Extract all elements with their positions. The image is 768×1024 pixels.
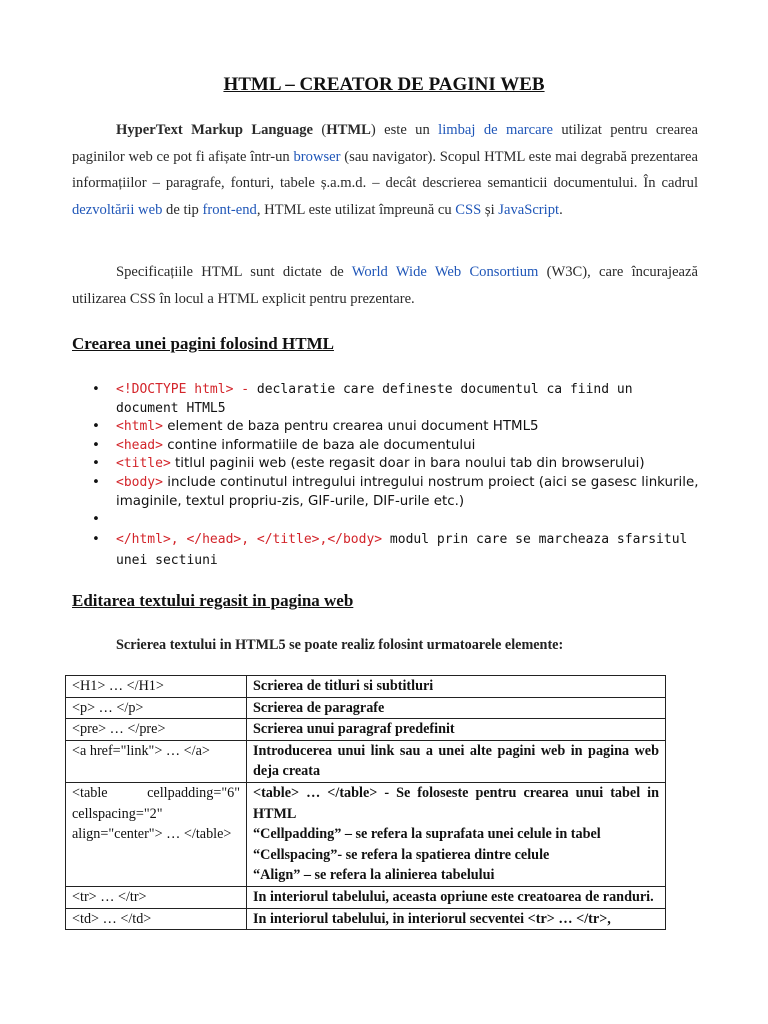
html-full-name: HyperText Markup Language [116, 122, 314, 138]
bullet-icon: • [92, 419, 100, 435]
list-item: • <title> titlul paginii web (este regasit doar in bara noului tab din browserului) [92, 455, 702, 474]
table-row [66, 676, 666, 698]
link-browser[interactable]: browser [293, 148, 341, 165]
html-abbrev: HTML [326, 122, 371, 138]
list-item [92, 511, 702, 529]
list-item: • </html>, </head>, </title>,</body> modul prin care se marcheaza sfarsitul unei sectiuni [92, 529, 702, 571]
table-row [66, 908, 666, 930]
tag-cell: <td> … </td> [66, 908, 247, 930]
section-heading-creating-page: Crearea unei pagini folosind HTML [72, 334, 334, 353]
bullet-icon: • [92, 382, 100, 397]
bullet-icon: • [92, 474, 100, 490]
description-cell: In interiorul tabelului, in interiorul secventei <tr> … </tr>, [247, 908, 666, 930]
description-cell: <table> … </table> - Se foloseste pentru crearea unui tabel in HTML “Cellpadding” – se refera la suprafata unei celule in tabel “Cellspacing”- se refera la spatierea dintre celule “Align” – se refera la alinierea tabelului [247, 782, 666, 886]
html-tags-table [65, 675, 666, 930]
table-row [66, 886, 666, 908]
intro-paragraph: HyperText Markup Language (HTML) este un limbaj de marcare utilizat pentru crearea paginilor web ce pot fi afișate într-un browser (sau navigator). Scopul HTML este mai degrabă prezentarea informațiilor – paragrafe, fonturi, tabele ș.a.m.d. – decât descrierea semanticii documentului. În cadrul dezvoltării web de tip front-end, HTML este utilizat împreună cu CSS și JavaScript. [72, 122, 699, 218]
document-title: HTML – CREATOR DE PAGINI WEB [223, 74, 545, 95]
tag-cell: <H1> … </H1> [66, 676, 247, 698]
link-css[interactable]: CSS [455, 201, 482, 218]
tag-cell: <table cellpadding="6" cellspacing="2" align="center"> … </table> [66, 782, 247, 886]
list-item: • <body> include continutul intregului intregului nostrum proiect (aici se gasesc linkurile, imaginile, textul propriu-zis, GIF-urile, DIF-urile etc.) [92, 474, 699, 509]
description-cell: Introducerea unui link sau a unei alte pagini web in pagina web deja creata [247, 740, 666, 782]
bullet-icon: • [92, 512, 100, 528]
link-javascript[interactable]: JavaScript [498, 201, 560, 218]
tag-cell: <p> … </p> [66, 697, 247, 719]
table-row [66, 740, 666, 782]
table-row [66, 719, 666, 741]
list-item: • <html> element de baza pentru crearea unui document HTML5 [92, 418, 702, 437]
description-cell: In interiorul tabelului, aceasta opriune este creatoarea de randuri. [247, 886, 666, 908]
description-cell: Scrierea unui paragraf predefinit [247, 719, 666, 741]
link-front-end[interactable]: front-end [202, 201, 257, 218]
link-limbaj-de-marcare[interactable]: limbaj de marcare [438, 122, 553, 138]
spec-paragraph: Specificațiile HTML sunt dictate de World Wide Web Consortium (W3C), care încurajează utilizarea CSS în locul a HTML explicit pentru prezentare. [72, 264, 698, 307]
description-cell: Scrierea de paragrafe [247, 697, 666, 719]
html-elements-list [92, 381, 702, 571]
list-item: • <!DOCTYPE html> - declaratie care defineste documentul ca fiind un document HTML5 [92, 382, 633, 416]
link-w3c[interactable]: World Wide Web Consortium [351, 264, 539, 280]
link-dezvoltarii-web[interactable]: dezvoltării web [72, 201, 163, 218]
table-intro: Scrierea textului in HTML5 se poate realiz folosint urmatoarele elemente: [116, 637, 564, 653]
table-row [66, 782, 666, 886]
section-heading-editing-text: Editarea textului regasit in pagina web [72, 591, 354, 610]
table-row [66, 697, 666, 719]
bullet-icon: • [92, 437, 100, 453]
tag-cell: <tr> … </tr> [66, 886, 247, 908]
bullet-icon: • [92, 456, 100, 472]
bullet-icon: • [92, 532, 100, 548]
list-item: • <head> contine informatiile de baza ale documentului [92, 437, 702, 456]
description-cell: Scrierea de titluri si subtitluri [247, 676, 666, 698]
tag-cell: <pre> … </pre> [66, 719, 247, 741]
tag-cell: <a href="link"> … </a> [66, 740, 247, 782]
